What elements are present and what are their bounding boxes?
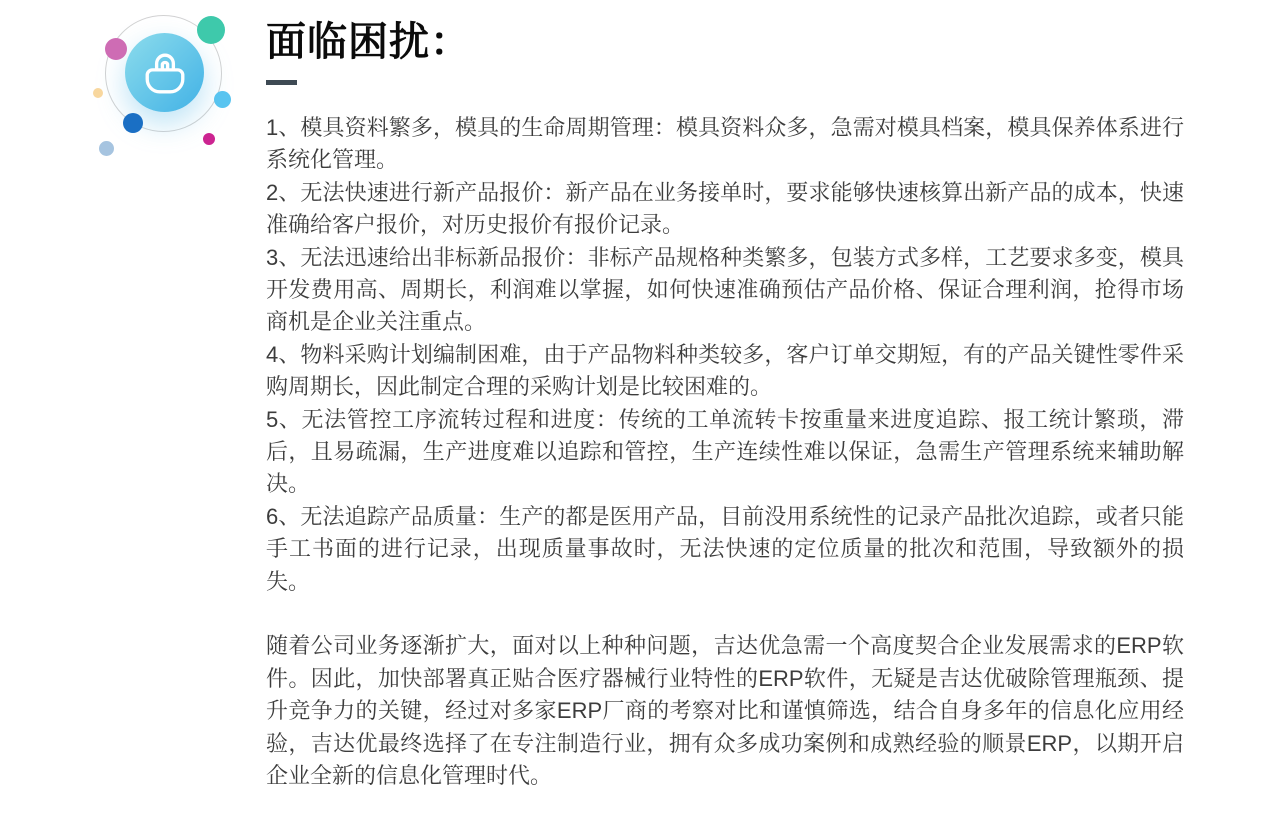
trouble-list xyxy=(266,112,1184,793)
trouble-item: 6、无法追踪产品质量：生产的都是医用产品，目前没用系统性的记录产品批次追踪，或者只能手工书面的进行记录，出现质量事故时，无法快速的定位质量的批次和范围，导致额外的损失。 xyxy=(266,503,1184,594)
pink-dot xyxy=(105,38,127,60)
blue-dot xyxy=(123,113,143,133)
lock-badge-cluster xyxy=(0,0,260,180)
magenta-dot xyxy=(203,133,215,145)
pale-blue-dot xyxy=(99,141,114,156)
teal-dot xyxy=(197,16,225,44)
trouble-item: 2、无法快速进行新产品报价：新产品在业务接单时，要求能够快速核算出新产品的成本，快速准确给客户报价，对历史报价有报价记录。 xyxy=(266,179,1184,238)
trouble-item: 4、物料采购计划编制困难，由于产品物料种类较多，客户订单交期短，有的产品关键性零件采购周期长，因此制定合理的采购计划是比较困难的。 xyxy=(266,341,1184,400)
lock-badge-circle xyxy=(125,33,204,112)
content-column xyxy=(266,20,1184,793)
closing-paragraph: 随着公司业务逐渐扩大，面对以上种种问题，吉达优急需一个高度契合企业发展需求的ERP软件。因此，加快部署真正贴合医疗器械行业特性的ERP软件，无疑是吉达优破除管理瓶颈、提升竞争力的关键，经过对多家ERP厂商的考察对比和谨慎筛选，结合自身多年的信息化应用经验，吉达优最终选择了在专注制造行业，拥有众多成功案例和成熟经验的顺景ERP，以期开启企业全新的信息化管理时代。 xyxy=(266,633,1184,789)
title-divider xyxy=(266,80,297,85)
trouble-item: 3、无法迅速给出非标新品报价：非标产品规格种类繁多，包装方式多样，工艺要求多变，模具开发费用高、周期长，利润难以掌握，如何快速准确预估产品价格、保证合理利润，抢得市场商机是企业关注重点。 xyxy=(266,244,1184,335)
trouble-item: 1、模具资料繁多，模具的生命周期管理：模具资料众多，急需对模具档案，模具保养体系进行系统化管理。 xyxy=(266,115,1184,173)
sky-blue-dot xyxy=(214,91,231,108)
yellow-dot xyxy=(93,88,103,98)
page-title: 面临困扰： xyxy=(266,20,471,64)
lock-icon xyxy=(142,51,188,95)
trouble-item: 5、无法管控工序流转过程和进度：传统的工单流转卡按重量来进度追踪、报工统计繁琐，滞后，且易疏漏，生产进度难以追踪和管控，生产连续性难以保证，急需生产管理系统来辅助解决。 xyxy=(266,406,1184,497)
